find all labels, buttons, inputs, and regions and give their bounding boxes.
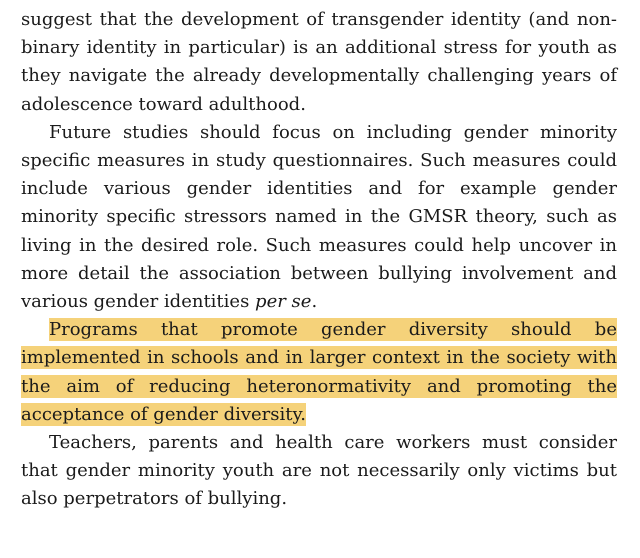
paragraph-2-end: . [311, 291, 318, 313]
highlighted-text[interactable]: Programs that promote gender diversity should be implemented in schools and in larger context in the society with the aim of reducing heteronormativity and promoting the acceptance of gender diversity. [21, 319, 617, 425]
document-page [21, 6, 617, 514]
paragraph-4-text: Teachers, parents and health care workers must consider that gender minority youth are not necessarily only victims but also perpetrators of bullying. [21, 432, 617, 510]
paragraph-2-text: Future studies should focus on including gender minority specific measures in study questionnaires. Such measures could include various gender identities and for example gender minority specific stressors named in the GMSR theory, such as living in the desired role. Such measures could help uncover in more detail the association between bullying involvement and various gender identities [21, 121, 617, 313]
paragraph-2-emphasis: per se [255, 291, 312, 313]
paragraph-2 [21, 119, 617, 316]
paragraph-1 [21, 6, 617, 119]
paragraph-1-text: suggest that the development of transgender identity (and non-binary identity in particular) is an additional stress for youth as they navigate the already developmentally challenging years of adolescence toward adulthood. [21, 9, 617, 115]
paragraph-4 [21, 429, 617, 514]
paragraph-3-highlighted [21, 316, 617, 429]
